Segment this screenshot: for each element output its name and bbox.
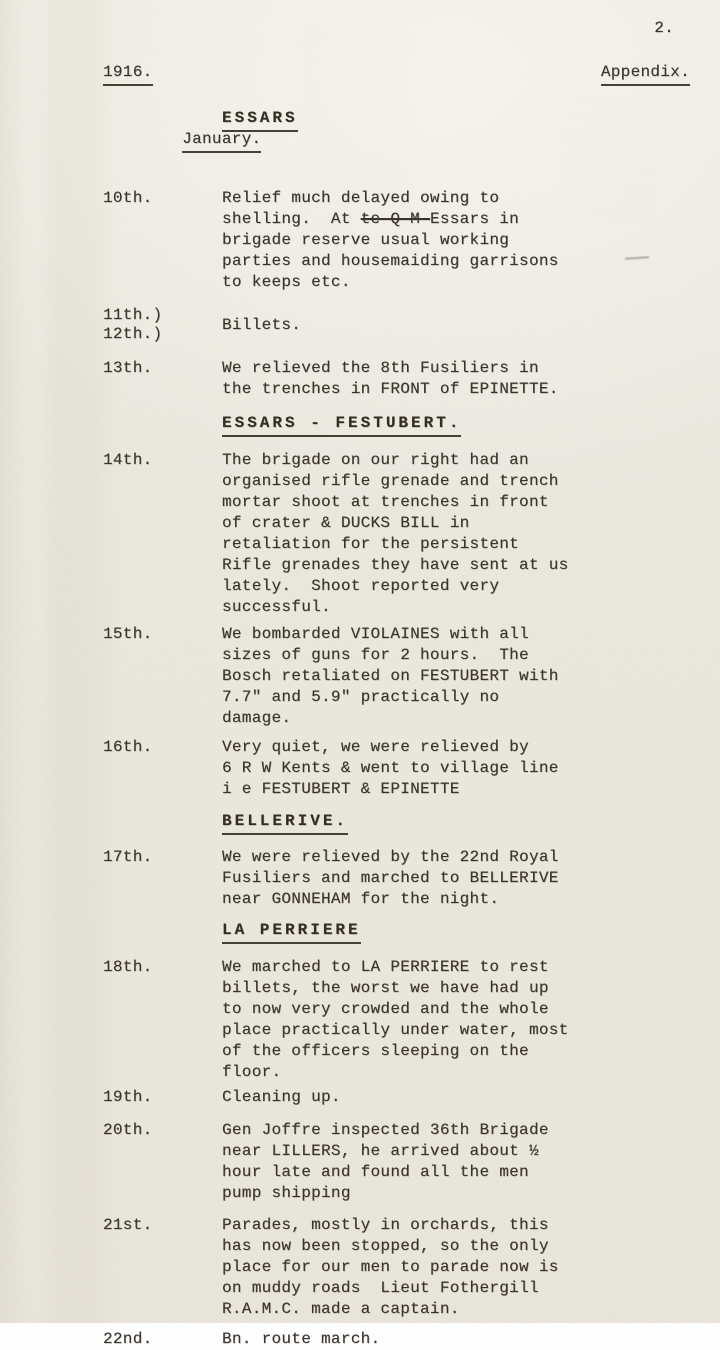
entry-text-line: The brigade on our right had an [222,451,529,469]
diary-entry [103,847,690,910]
entry-text-line: lately. Shoot reported very [222,577,500,595]
entry-date [103,811,222,835]
entry-text-line: parties and housemaiding garrisons [222,252,559,270]
entry-text-line: damage. [222,709,292,727]
entry-date [103,920,222,944]
entry-text-line: mortar shoot at trenches in front [222,493,549,511]
diary-entry [103,1120,690,1204]
diary-entry [103,957,690,1083]
entry-text-line: of crater & DUCKS BILL in [222,514,470,532]
entry-text-line: Rifle grenades they have sent at us [222,556,569,574]
section-heading-row [103,920,690,944]
page-number: 2. [654,19,674,37]
diary-entry [103,737,690,800]
month-row [103,108,690,174]
entry-text-line: to now very crowded and the whole [222,1000,549,1018]
entry-date: 21st. [103,1216,153,1234]
entry-text-line: Billets. [222,315,302,334]
year-label: 1916. [103,62,153,86]
entry-text-line: successful. [222,598,331,616]
diary-entry [103,358,690,400]
entry-date: 15th. [103,625,153,643]
month-label: January. [182,129,261,153]
entry-text-line: near LILLERS, he arrived about ½ [222,1142,539,1160]
first-section-cell [222,108,690,174]
entry-text-line: pump shipping [222,1184,351,1202]
appendix-label: Appendix. [601,62,690,86]
entry-text-line: near GONNEHAM for the night. [222,890,500,908]
entry-text-line: Bosch retaliated on FESTUBERT with [222,667,559,685]
entry-date: 18th. [103,958,153,976]
entry-text-line: retaliation for the persistent [222,535,520,553]
entry-date: 19th. [103,1088,153,1106]
entry-date: 11th.) 12th.) [103,306,163,343]
entry-text [222,737,690,800]
entry-text-line: place for our men to parade now is [222,1258,559,1276]
entry-text-line: the trenches in FRONT of EPINETTE. [222,380,559,398]
section-heading-row [103,811,690,835]
entry-text-line: Relief much delayed owing to [222,189,500,207]
struck-text: te-Q-M- [360,210,430,228]
entry-text [222,450,690,618]
entry-text [222,358,690,400]
entry-text-line: We relieved the 8th Fusiliers in [222,359,539,377]
section-heading: LA PERRIERE [222,920,361,944]
entry-text [222,847,690,910]
entry-text-line: has now been stopped, so the only [222,1237,549,1255]
entry-text-line: Very quiet, we were relieved by [222,738,529,756]
diary-entry [103,1329,690,1350]
entry-text [222,957,690,1083]
entry-date: 16th. [103,738,153,756]
section-heading: ESSARS [222,108,298,132]
section-heading: ESSARS - FESTUBERT. [222,413,461,437]
entry-text-line: floor. [222,1063,282,1081]
entry-text-line: shelling. At te-Q-M-Essars in [222,210,520,228]
entry-text-line: sizes of guns for 2 hours. The [222,646,529,664]
entries [103,188,690,1350]
entry-date: 14th. [103,451,153,469]
entry-text-line: Parades, mostly in orchards, this [222,1216,549,1234]
entry-text [222,306,690,344]
entry-text-line: organised rifle grenade and trench [222,472,559,490]
entry-text-line: We marched to LA PERRIERE to rest [222,958,549,976]
entry-text [222,1087,690,1108]
entry-date: 10th. [103,189,153,207]
section-heading-cell [222,811,690,835]
entry-text-line: 7.7" and 5.9" practically no [222,688,500,706]
entry-text-line: We were relieved by the 22nd Royal [222,848,559,866]
entry-text [222,1120,690,1204]
entry-text-line: of the officers sleeping on the [222,1042,529,1060]
entry-text-line: Cleaning up. [222,1088,341,1106]
entry-text-line: place practically under water, most [222,1021,569,1039]
section-heading: BELLERIVE. [222,811,348,835]
entry-text-line: Bn. route march. [222,1330,381,1348]
diary-entry [103,306,690,344]
entry-text-line: to keeps etc. [222,273,351,291]
entry-text [222,1329,690,1350]
diary-entry [103,188,690,293]
diary-entry [103,1215,690,1320]
entry-text [222,188,690,293]
entry-date: 22nd. [103,1330,153,1348]
entry-text-line: billets, the worst we have had up [222,979,549,997]
entry-text [222,1215,690,1320]
diary-entry [103,624,690,729]
entry-text-line: R.A.M.C. made a captain. [222,1300,460,1318]
entry-text-line: 6 R W Kents & went to village line [222,759,559,777]
entry-text [222,624,690,729]
entry-text-line: i e FESTUBERT & EPINETTE [222,780,460,798]
entry-date [103,413,222,437]
diary-entry [103,450,690,618]
entry-date: 20th. [103,1121,153,1139]
header-row [103,62,690,86]
entry-date: 13th. [103,359,153,377]
section-heading-row [103,413,690,437]
entry-text-line: on muddy roads Lieut Fothergill [222,1279,539,1297]
section-heading-cell [222,413,690,437]
section-heading-cell [222,920,690,944]
entry-text-line: brigade reserve usual working [222,231,510,249]
entry-text-line: We bombarded VIOLAINES with all [222,625,529,643]
entry-text-line: hour late and found all the men [222,1163,529,1181]
entry-text-line: Gen Joffre inspected 36th Brigade [222,1121,549,1139]
entry-date: 17th. [103,848,153,866]
entry-text-line: Fusiliers and marched to BELLERIVE [222,869,559,887]
diary-entry [103,1087,690,1108]
